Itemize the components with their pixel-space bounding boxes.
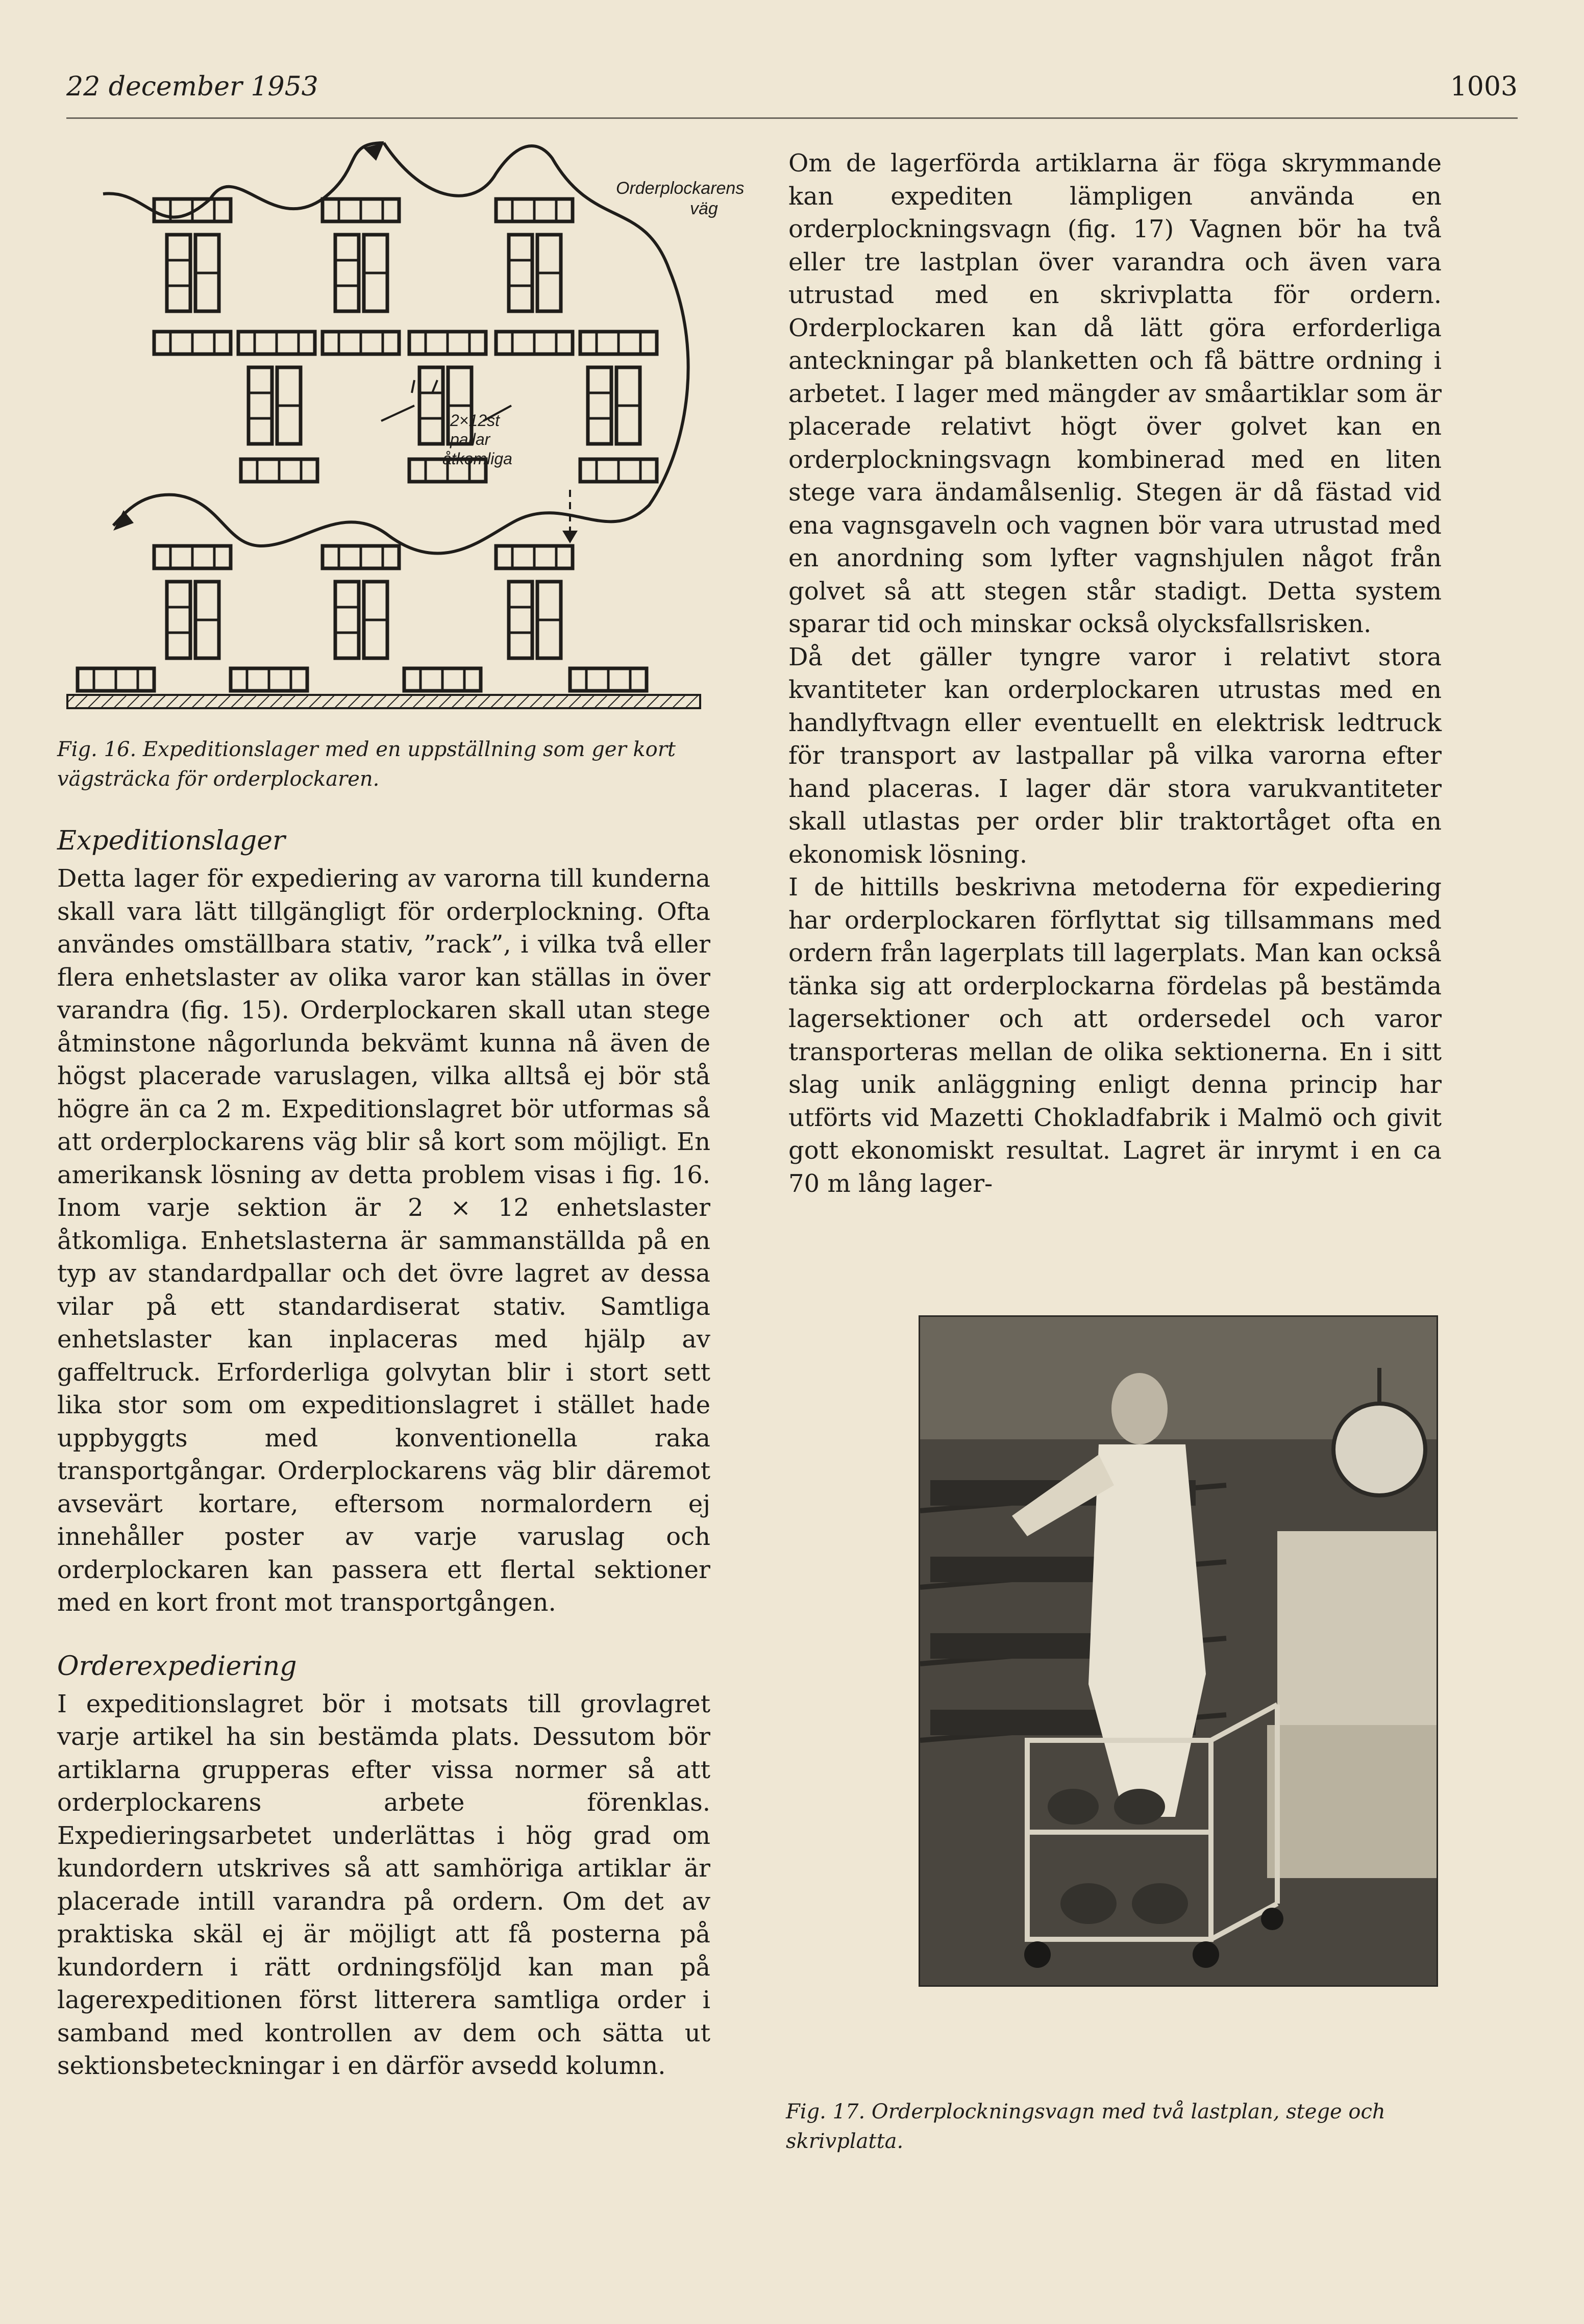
paragraph: Detta lager för expediering av varorna till kunderna skall vara lätt tillgängligt för orderplockning. Ofta användes omställbara stativ, ”rack”, i vilka två eller flera enhetslaster av olika varor kan ställas in över varandra (fig. 15). Orderplockaren skall utan stege åtminstone någorlunda bekvämt kunna nå även de högst placerade varuslagen, vilka alltså ej bör stå högre än ca 2 m. Expeditionslagret bör utformas så att orderplockarens väg blir så kort som möjligt. En amerikansk lösning av detta problem visas i fig. 16. Inom varje sektion är 2 × 12 enhetslaster åtkomliga. Enhetslasterna är sammanställda på en typ av standardpallar och det övre lagret av dessa vilar på ett standardiserat stativ. Samtliga enhetslaster kan inplaceras med hjälp av gaffeltruck. Erforderliga golvytan blir i stort sett lika stor som om expeditionslagret i stället hade uppbyggts med konventionella raka transportgångar. Orderplockarens väg blir däremot avsevärt kortare, eftersom normalordern ej innehåller poster av varje varuslag och orderplockaren kan passera ett flertal sektioner med en kort front mot transportgången.: [57, 864, 710, 1617]
issue-date: 22 december 1953: [66, 71, 318, 102]
heading-orderexpediering: Orderexpediering: [57, 1651, 297, 1682]
page-number: 1003: [1450, 71, 1518, 102]
figure-17-caption: Fig. 17. Orderplockningsvagn med två lastplan, stege och skrivplatta.: [786, 2100, 1385, 2153]
warehouse-layout-diagram: [57, 128, 745, 735]
paragraph: Om de lagerförda artiklarna är föga skrymmande kan expediten lämpligen använda en orderplockningsvagn (fig. 17) Vagnen bör ha två eller tre lastplan över varandra och även vara utrustad med en skrivplatta för ordern. Orderplockaren kan då lätt göra erforderliga anteckningar på blanketten och få bättre ordning i arbetet. I lager med mängder av småartiklar som är placerade relativt högt över golvet kan en orderplockningsvagn kombinerad med en liten stege vara ändamålsenlig. Stegen är då fästad vid ena vagnsgaveln och vagnen bör vara utrustad med en anordning som lyfter vagnshjulen något från golvet så att stegen står stadigt. Detta system sparar tid och minskar också olycksfallsrisken.: [788, 149, 1442, 638]
figure-16-diagram: [57, 128, 745, 735]
paragraph: I expeditionslagret bör i motsats till grovlagret varje artikel ha sin bestämda plats. Dessutom bör artiklarna grupperas efter vissa normer så att orderplockarens arbete förenklas. Expedieringsarbetet underlättas i hög grad om kundordern utskrives så att samhöriga artiklar är placerade intill varandra på ordern. Om det av praktiska skäl ej är möjligt att få posterna på kundordern i rätt ordningsföljd kan man på lagerexpeditionen först litterera samtliga order i samband med kontrollen av dem och sätta ut sektionsbeteckningar i en därför avsedd kolumn.: [57, 1689, 710, 2080]
order-picking-cart-photo: [920, 1317, 1437, 1985]
count-label-line2: pallar: [450, 430, 490, 448]
paragraph: Då det gäller tyngre varor i relativt stora kvantiteter kan orderplockaren utrustas med en handlyftvagn eller eventuellt en elektrisk ledtruck för transport av lastpallar på vilka varorna efter hand placeras. I lager där stora varukvantiteter skall utlastas per order blir traktortåget ofta en ekonomisk lösning.: [788, 642, 1442, 869]
left-body: [57, 824, 710, 2083]
page-header: [66, 71, 1518, 119]
route-label-line2: väg: [690, 199, 718, 218]
picker-route-line: [103, 143, 688, 554]
figure-17-photo: [919, 1315, 1438, 1987]
route-label-line1: Orderplockarens: [616, 179, 745, 198]
left-column: [57, 128, 745, 2083]
heading-expeditionslager: Expeditionslager: [57, 826, 285, 856]
figure-16-caption: Fig. 16. Expeditionslager med en uppställning som ger kort vägsträcka för orderplockaren.: [57, 738, 676, 791]
count-label-line1: 2×12st: [450, 411, 500, 430]
right-body: [788, 147, 1442, 1200]
count-label-line3: åtkomliga: [442, 449, 512, 468]
paragraph: I de hittills beskrivna metoderna för expediering har orderplockaren förflyttat sig tillsammans med ordern från lagerplats till lagerplats. Man kan också tänka sig att orderplockarna fördelas på bestämda lagersektioner och att ordersedel och varor transporteras mellan de olika sektionerna. En i sitt slag unik anläggning enligt denna princip har utförts vid Mazetti Chokladfabrik i Malmö och givit gott ekonomiskt resultat. Lagret är inrymt i en ca 70 m lång lager-: [788, 873, 1442, 1198]
right-column: [788, 147, 1442, 1200]
